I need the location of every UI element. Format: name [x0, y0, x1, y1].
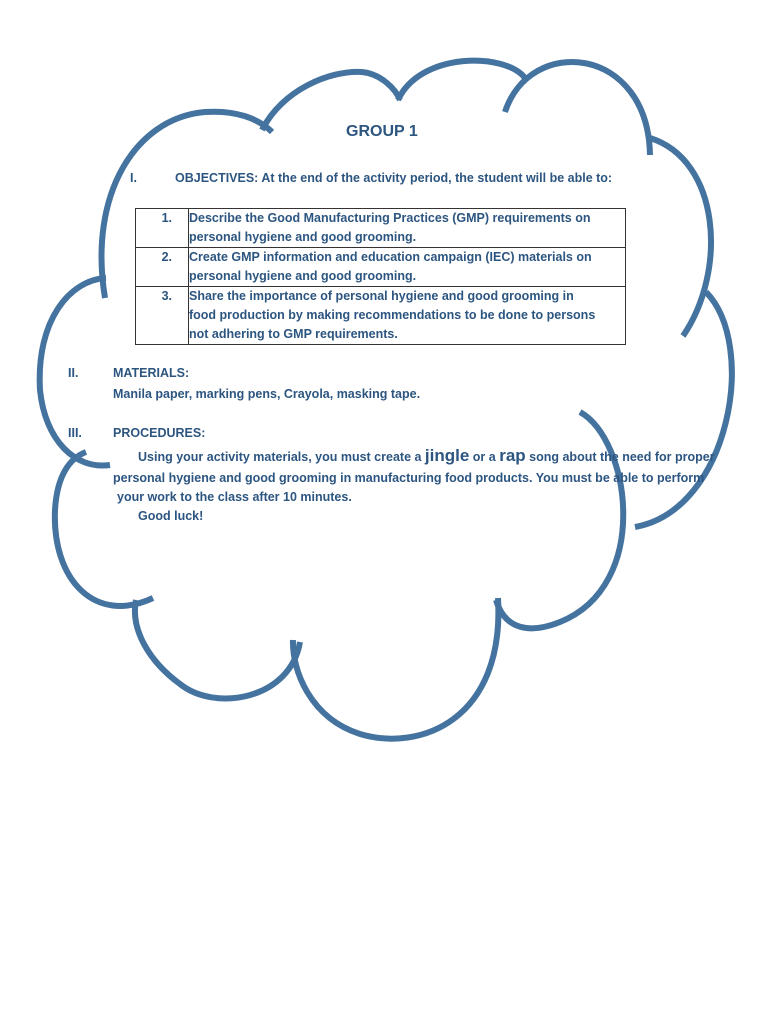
objective-row — [136, 248, 626, 287]
jingle-word: jingle — [424, 446, 470, 465]
cloud-lobe-right-upper — [650, 138, 711, 336]
objectives-numeral: I. — [130, 171, 137, 185]
cloud-lobe-right-lower — [635, 292, 732, 527]
procedures-line-2: personal hygiene and good grooming in manufacturing food products. You must be able to perform — [113, 471, 705, 485]
procedures-text: song about the need for proper — [525, 450, 715, 464]
objective-text — [189, 287, 626, 345]
cloud-lobe-far-top-right — [505, 62, 650, 155]
objective-line: Share the importance of personal hygiene and good grooming in — [189, 289, 574, 303]
procedures-line-3: your work to the class after 10 minutes. — [117, 490, 352, 504]
objectives-heading: OBJECTIVES: At the end of the activity period, the student will be able to: — [175, 171, 613, 185]
procedures-heading: PROCEDURES: — [113, 426, 206, 440]
objective-row — [136, 209, 626, 248]
objective-text — [189, 248, 626, 287]
materials-heading: MATERIALS: — [113, 366, 190, 380]
cloud-lobe-bottom-left — [135, 600, 300, 698]
objective-line: personal hygiene and good grooming. — [189, 269, 417, 283]
procedures-numeral: III. — [68, 426, 82, 440]
page-title: GROUP 1 — [346, 123, 418, 140]
materials-numeral: II. — [68, 366, 79, 380]
procedures-text: or a — [469, 450, 500, 464]
cloud-lobe-top-right — [398, 61, 525, 100]
objective-line: personal hygiene and good grooming. — [189, 230, 417, 244]
materials-text: Manila paper, marking pens, Crayola, masking tape. — [113, 387, 421, 401]
cloud-lobe-lower-right — [496, 412, 623, 628]
objective-row — [136, 287, 626, 345]
objective-number: 2. — [136, 248, 189, 287]
objective-line: food production by making recommendations to be done to persons — [189, 308, 596, 322]
objectives-table — [135, 208, 626, 345]
objective-line: Describe the Good Manufacturing Practices (GMP) requirements on — [189, 211, 591, 225]
objective-text — [189, 209, 626, 248]
rap-word: rap — [499, 446, 526, 465]
procedures-line-1 — [138, 446, 715, 467]
cloud-lobe-bottom-middle — [293, 598, 498, 739]
objective-number: 1. — [136, 209, 189, 248]
objective-line: Create GMP information and education campaign (IEC) materials on — [189, 250, 592, 264]
good-luck-text: Good luck! — [138, 509, 204, 523]
procedures-text: Using your activity materials, you must create a — [138, 450, 425, 464]
objective-number: 3. — [136, 287, 189, 345]
objective-line: not adhering to GMP requirements. — [189, 327, 398, 341]
